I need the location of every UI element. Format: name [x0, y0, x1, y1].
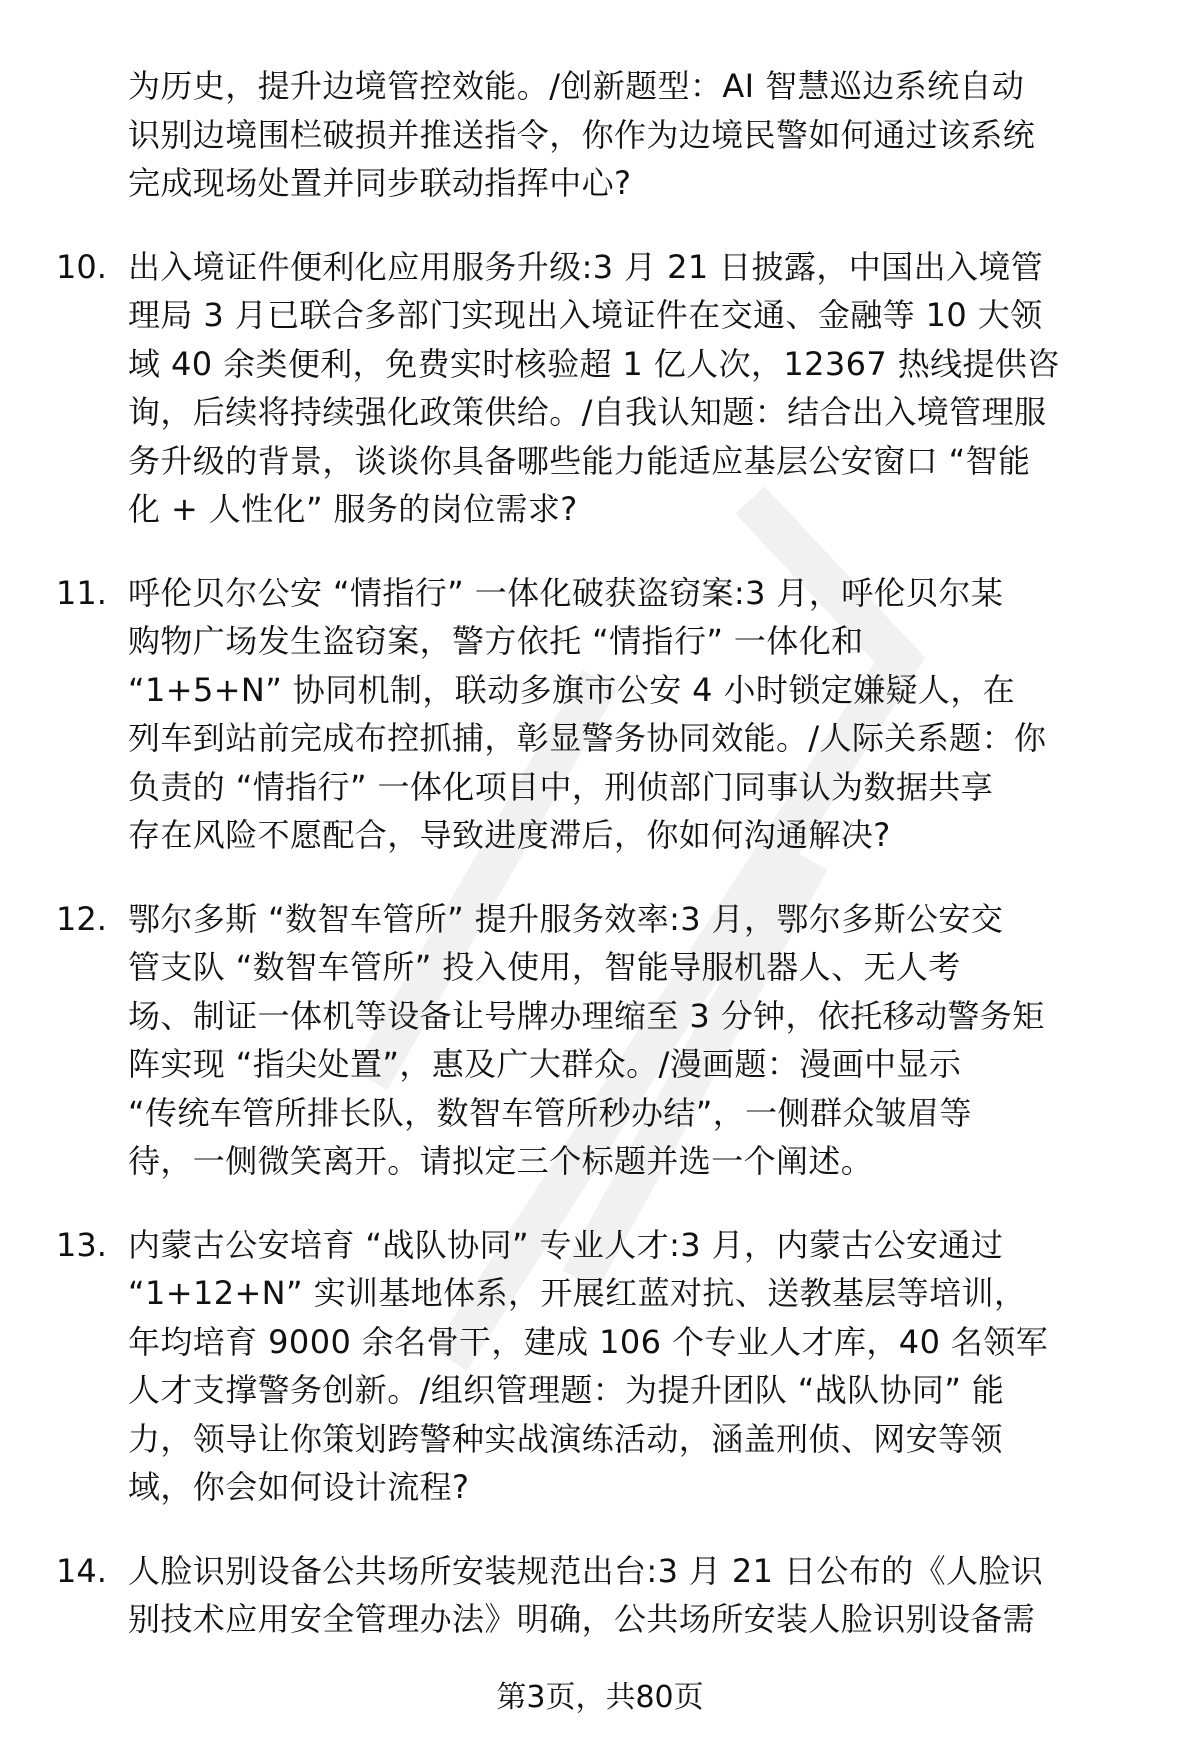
- text-line: 理局 3 月已联合多部门实现出入境证件在交通、金融等 10 大领: [128, 296, 1043, 334]
- text-line: 识别边境围栏破损并推送指令，你作为边境民警如何通过该系统: [128, 115, 1036, 154]
- text-line: 域 40 余类便利，免费实时核验超 1 亿人次，12367 热线提供咨: [128, 344, 1060, 383]
- question-text: [128, 895, 1178, 1186]
- text-line: 待，一侧微笑离开。请拟定三个标题并选一个阐述。: [128, 1142, 874, 1180]
- text-line: 阵实现 “指尖处置”，惠及广大群众。/漫画题：漫画中显示: [128, 1045, 962, 1083]
- question-item: [0, 1221, 1200, 1512]
- text-line: 询，后续将持续强化政策供给。/自我认知题：结合出入境管理服: [128, 393, 1047, 431]
- question-text: [128, 1547, 1178, 1644]
- question-item: [0, 243, 1200, 534]
- text-line: “传统车管所排长队，数智车管所秒办结”，一侧群众皱眉等: [128, 1093, 972, 1132]
- text-line: 场、制证一体机等设备让号牌办理缩至 3 分钟，依托移动警务矩: [128, 996, 1045, 1035]
- text-line: 域，你会如何设计流程?: [128, 1468, 470, 1506]
- text-line: 管支队 “数智车管所” 投入使用，智能导服机器人、无人考: [128, 948, 961, 986]
- text-line: 年均培育 9000 余名骨干，建成 106 个专业人才库，40 名领军: [128, 1322, 1049, 1361]
- question-number: 12.: [56, 899, 107, 938]
- text-line: 化 + 人性化” 服务的岗位需求?: [128, 490, 578, 528]
- text-line: 鄂尔多斯 “数智车管所” 提升服务效率:3 月，鄂尔多斯公安交: [128, 899, 1004, 938]
- question-item: [0, 895, 1200, 1186]
- text-line: 完成现场处置并同步联动指挥中心?: [128, 164, 632, 202]
- question-number: 11.: [56, 573, 107, 612]
- text-line: 出入境证件便利化应用服务升级:3 月 21 日披露，中国出入境管: [128, 247, 1044, 286]
- question-text: [128, 243, 1178, 534]
- text-line: “1+12+N” 实训基地体系，开展红蓝对抗、送教基层等培训，: [128, 1274, 1027, 1312]
- text-line: 内蒙古公安培育 “战队协同” 专业人才:3 月，内蒙古公安通过: [128, 1225, 1004, 1264]
- text-line: 务升级的背景，谈谈你具备哪些能力能适应基层公安窗口 “智能: [128, 441, 1031, 480]
- question-item: [0, 62, 1200, 208]
- text-line: 别技术应用安全管理办法》明确，公共场所安装人脸识别设备需: [128, 1600, 1036, 1638]
- question-item: [0, 1547, 1200, 1644]
- page-footer: 第3页，共80页: [496, 1680, 704, 1715]
- text-line: 呼伦贝尔公安 “情指行” 一体化破获盗窃案:3 月，呼伦贝尔某: [128, 573, 1004, 612]
- question-number: 14.: [56, 1551, 107, 1590]
- text-line: 人脸识别设备公共场所安装规范出台:3 月 21 日公布的《人脸识: [128, 1551, 1044, 1590]
- question-text: [128, 1221, 1178, 1512]
- question-number: 10.: [56, 247, 107, 286]
- document-page: [0, 62, 1200, 1679]
- question-item: [0, 569, 1200, 860]
- text-line: 存在风险不愿配合，导致进度滞后，你如何沟通解决?: [128, 816, 891, 854]
- text-line: “1+5+N” 协同机制，联动多旗市公安 4 小时锁定嫌疑人，在: [128, 670, 1016, 709]
- question-number: 13.: [56, 1225, 107, 1264]
- text-line: 购物广场发生盗窃案，警方依托 “情指行” 一体化和: [128, 622, 864, 660]
- text-line: 为历史，提升边境管控效能。/创新题型：AI 智慧巡边系统自动: [128, 67, 1025, 105]
- text-line: 列车到站前完成布控抓捕，彰显警务协同效能。/人际关系题：你: [128, 719, 1047, 757]
- text-line: 力，领导让你策划跨警种实战演练活动，涵盖刑侦、网安等领: [128, 1419, 1003, 1458]
- text-line: 人才支撑警务创新。/组织管理题：为提升团队 “战队协同” 能: [128, 1371, 1005, 1409]
- text-line: 负责的 “情指行” 一体化项目中，刑侦部门同事认为数据共享: [128, 767, 994, 806]
- question-text: [128, 62, 1178, 208]
- question-text: [128, 569, 1178, 860]
